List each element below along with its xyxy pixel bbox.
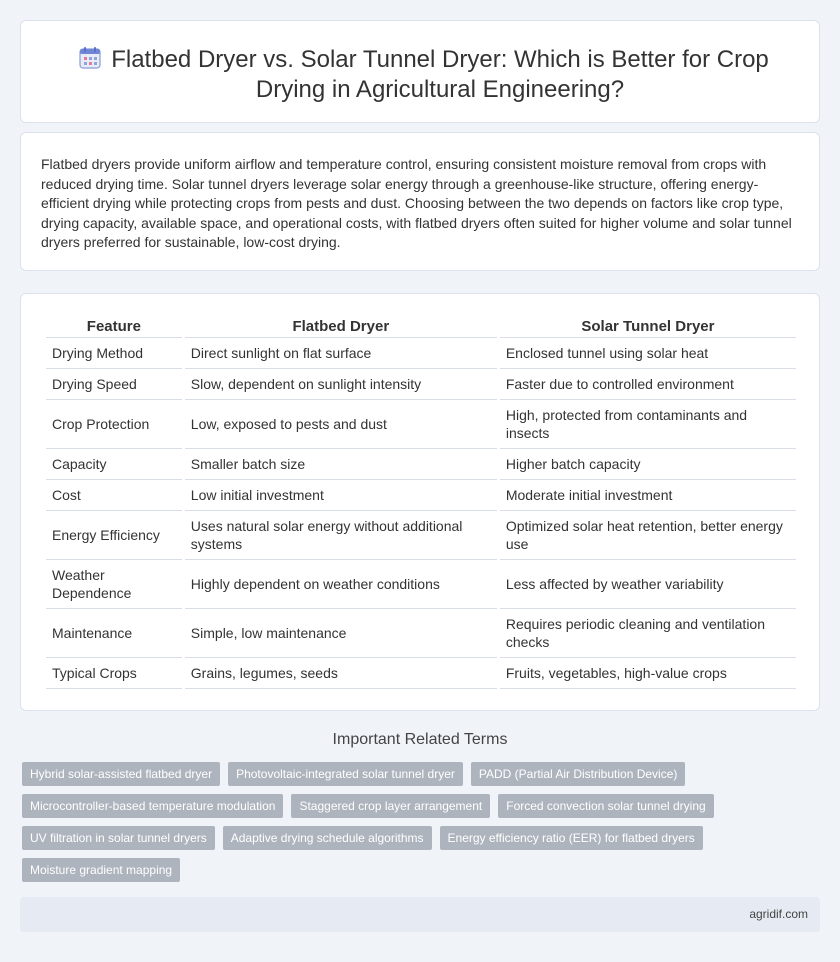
related-term-tag[interactable]: Energy efficiency ratio (EER) for flatbed dryers [440,826,703,850]
flatbed-cell: Smaller batch size [185,449,497,480]
solar-tunnel-cell: Less affected by weather variability [500,560,796,609]
related-term-tag[interactable]: PADD (Partial Air Distribution Device) [471,762,686,786]
feature-cell: Drying Speed [46,369,182,400]
flatbed-cell: Simple, low maintenance [185,609,497,658]
summary-paragraph: Flatbed dryers provide uniform airflow and temperature control, ensuring consistent moisture removal from crops with reduced drying time. Solar tunnel dryers leverage solar energy through a greenhouse-like structure, offering energy-efficient drying while protecting crops from pests and dust. Choosing between the two depends on factors like crop type, drying capacity, available space, and operational costs, with flatbed dryers often suited for higher volume and solar tunnel dryers preferred for sustainable, low-cost drying. [41,156,792,250]
flatbed-cell: Highly dependent on weather conditions [185,560,497,609]
summary-card [20,132,820,271]
flatbed-cell: Uses natural solar energy without additional systems [185,511,497,560]
table-header-row [46,316,796,338]
related-term-tag[interactable]: Hybrid solar-assisted flatbed dryer [22,762,220,786]
solar-tunnel-cell: Fruits, vegetables, high-value crops [500,658,796,689]
feature-cell: Capacity [46,449,182,480]
related-terms-heading: Important Related Terms [332,731,508,748]
flatbed-cell: Grains, legumes, seeds [185,658,497,689]
feature-cell: Crop Protection [46,400,182,449]
header-flatbed-dryer: Flatbed Dryer [185,316,497,338]
comparison-table-card [20,293,820,711]
feature-cell: Typical Crops [46,658,182,689]
feature-cell: Cost [46,480,182,511]
page-title: Flatbed Dryer vs. Solar Tunnel Dryer: Which is Better for Crop Drying in Agricultural Engineering? [111,46,769,103]
related-term-tag[interactable]: Photovoltaic-integrated solar tunnel dryer [228,762,463,786]
related-term-tag[interactable]: Adaptive drying schedule algorithms [223,826,432,850]
footer-site-link[interactable]: agridif.com [749,907,808,921]
header-solar-tunnel-dryer: Solar Tunnel Dryer [500,316,796,338]
table-row [46,400,796,449]
feature-cell: Drying Method [46,338,182,369]
table-row [46,369,796,400]
related-term-tag[interactable]: UV filtration in solar tunnel dryers [22,826,215,850]
solar-tunnel-cell: High, protected from contaminants and insects [500,400,796,449]
table-row [46,609,796,658]
flatbed-cell: Direct sunlight on flat surface [185,338,497,369]
feature-cell: Energy Efficiency [46,511,182,560]
table-row [46,560,796,609]
solar-tunnel-cell: Moderate initial investment [500,480,796,511]
comparison-table [43,316,799,689]
table-row [46,338,796,369]
solar-tunnel-cell: Faster due to controlled environment [500,369,796,400]
table-row [46,658,796,689]
table-row [46,511,796,560]
solar-tunnel-cell: Enclosed tunnel using solar heat [500,338,796,369]
table-row [46,449,796,480]
flatbed-cell: Slow, dependent on sunlight intensity [185,369,497,400]
feature-cell: Maintenance [46,609,182,658]
related-term-tag[interactable]: Forced convection solar tunnel drying [498,794,713,818]
solar-tunnel-cell: Optimized solar heat retention, better energy use [500,511,796,560]
flatbed-cell: Low initial investment [185,480,497,511]
header-feature: Feature [46,316,182,338]
related-term-tag[interactable]: Staggered crop layer arrangement [291,794,490,818]
feature-cell: Weather Dependence [46,560,182,609]
related-term-tag[interactable]: Moisture gradient mapping [22,858,180,882]
title-card [20,20,820,123]
solar-tunnel-cell: Higher batch capacity [500,449,796,480]
footer [20,897,820,932]
table-row [46,480,796,511]
related-term-tag[interactable]: Microcontroller-based temperature modulation [22,794,283,818]
flatbed-cell: Low, exposed to pests and dust [185,400,497,449]
solar-tunnel-cell: Requires periodic cleaning and ventilation checks [500,609,796,658]
related-terms-list [22,762,812,882]
